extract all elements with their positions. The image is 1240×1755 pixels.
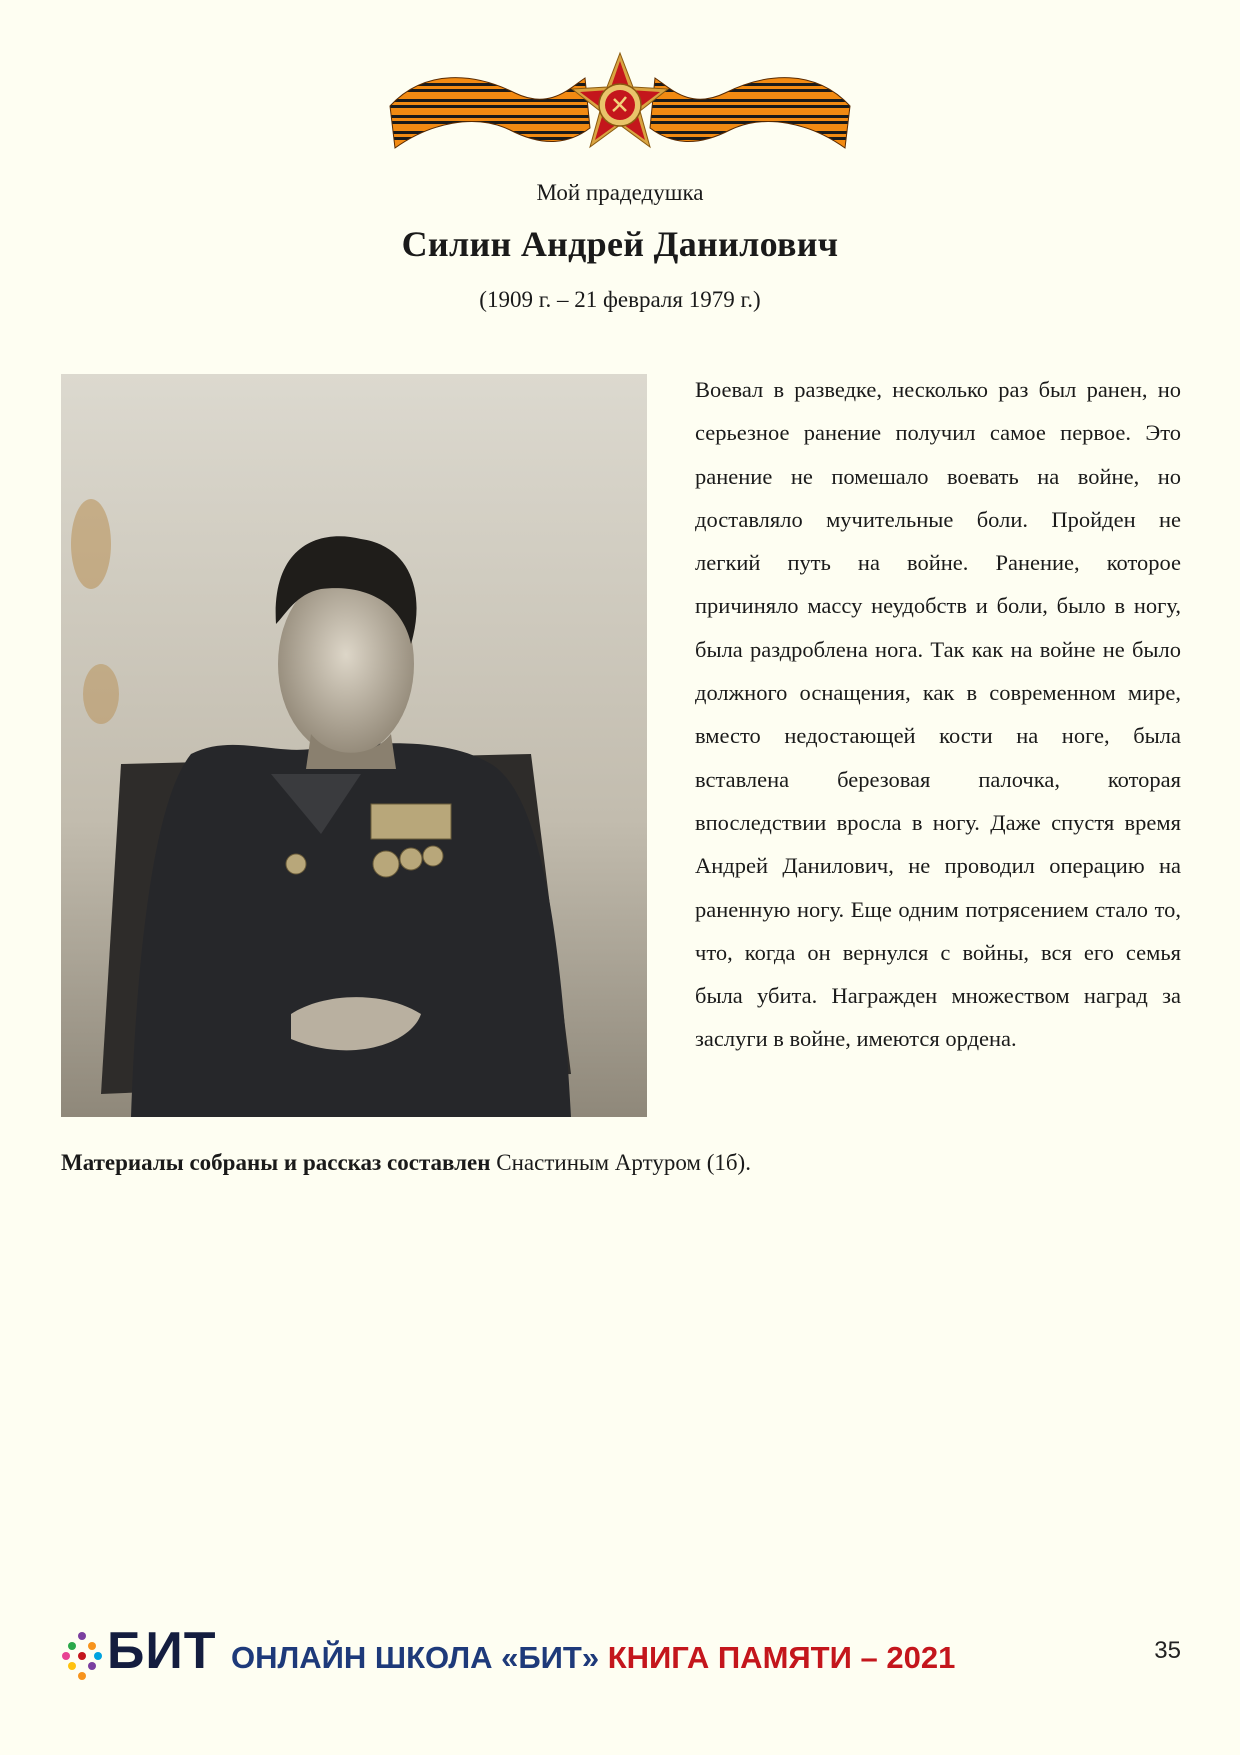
portrait-photo	[61, 374, 647, 1117]
page-number: 35	[1154, 1637, 1181, 1664]
credit-author: Снастиным Артуром (1б).	[490, 1150, 751, 1175]
footer	[61, 1622, 1181, 1685]
bit-logo-icon	[61, 1630, 103, 1680]
order-of-patriotic-war-icon	[385, 48, 855, 163]
credit-label: Материалы собраны и рассказ составлен	[61, 1150, 491, 1175]
credit-line	[61, 1150, 751, 1176]
story-text: Воевал в разведке, несколько раз был ранен, но серьезное ранение получил самое первое. Это ранение не помешало воевать на войне, но доставляло мучительные боли. Пройден не легкий путь на войне. Ранение, которое причиняло массу неудобств и боли, было в ногу, была раздроблена нога. Так как на войне не было должного оснащения, как в современном мире, вместо недостающей кости на ноге, была вставлена березовая палочка, которая впоследствии вросла в ногу. Даже спустя время Андрей Данилович, не проводил операцию на раненную ногу. Еще одним потрясением стало то, что, когда он вернулся с войны, вся его семья была убита. Награжден множеством наград за заслуги в войне, имеются ордена.	[695, 377, 1181, 1052]
subtitle: Мой прадедушка	[536, 180, 704, 205]
life-dates: (1909 г. – 21 февраля 1979 г.)	[479, 287, 761, 312]
page-title: Силин Андрей Данилович	[401, 224, 839, 264]
school-name: ОНЛАЙН ШКОЛА «БИТ»	[231, 1640, 608, 1675]
bit-logo-text: БИТ	[107, 1622, 217, 1680]
book-name: КНИГА ПАМЯТИ – 2021	[607, 1640, 956, 1675]
footer-title	[231, 1640, 955, 1676]
